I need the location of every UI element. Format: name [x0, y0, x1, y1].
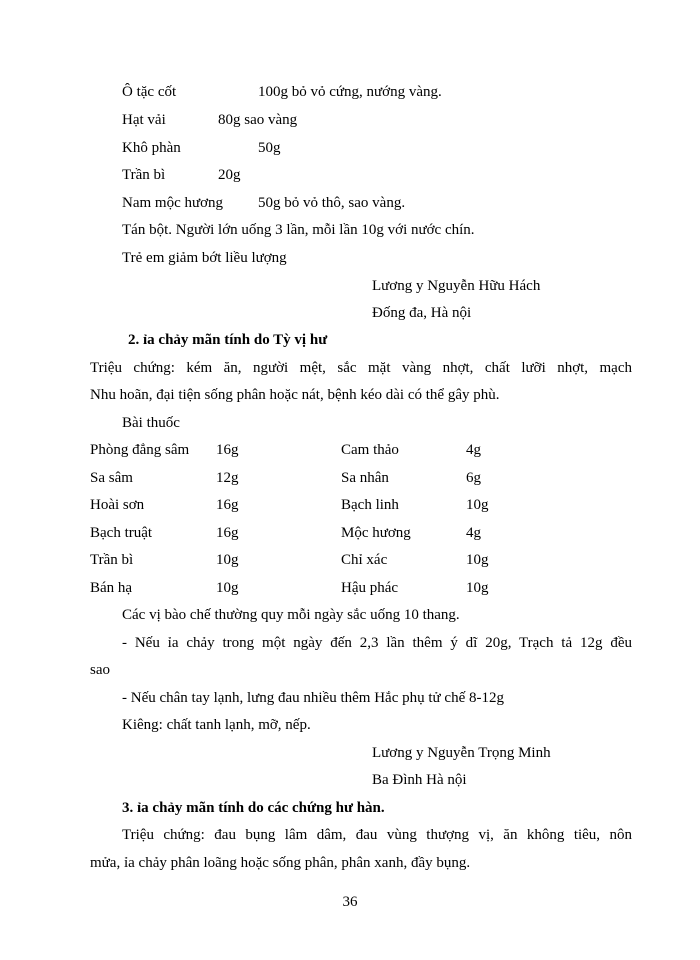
herb-amount: 16g — [216, 525, 239, 541]
author-name: Lương y Nguyễn Hữu Hách — [372, 278, 541, 294]
herb-amount: 16g — [216, 442, 239, 458]
herb-amount: 12g — [216, 470, 239, 486]
herb-name: Bạch linh — [341, 497, 399, 513]
author-place: Đống đa, Hà nội — [372, 305, 472, 321]
child-dosage-text: Trẻ em giảm bớt liều lượng — [122, 250, 287, 266]
herb-amount: 50g bỏ vỏ thô, sao vàng. — [258, 195, 406, 211]
symptom-text: mửa, ỉa chảy phân loãng hoặc sống phân, phân xanh, đầy bụng. — [90, 855, 471, 871]
herb-amount: 10g — [216, 580, 239, 596]
herb-amount: 80g sao vàng — [218, 112, 298, 128]
herb-name: Cam thảo — [341, 442, 399, 458]
herb-name: Chỉ xác — [341, 552, 388, 568]
herb-name: Hậu phác — [341, 580, 399, 596]
author-place: Ba Đình Hà nội — [372, 772, 467, 788]
herb-name: Bán hạ — [90, 580, 133, 596]
herb-name: Sa sâm — [90, 470, 133, 486]
herb-amount: 4g — [466, 525, 481, 541]
herb-name: Khô phàn — [122, 140, 181, 156]
herb-amount: 10g — [466, 580, 489, 596]
herb-amount: 10g — [466, 497, 489, 513]
section-heading: 2. ỉa chảy mãn tính do Tỳ vị hư — [128, 332, 328, 348]
herb-name: Hạt vải — [122, 112, 166, 128]
note-text: - Nếu ỉa chảy trong một ngày đến 2,3 lần thêm ý dĩ 20g, Trạch tả 12g đều — [122, 635, 632, 651]
herb-amount: 6g — [466, 470, 481, 486]
page-number: 36 — [342, 894, 358, 910]
herb-name: Nam mộc hương — [122, 195, 224, 211]
herb-amount: 4g — [466, 442, 481, 458]
symptom-text: Triệu chứng: đau bụng lâm dâm, đau vùng thượng vị, ăn không tiêu, nôn — [122, 827, 632, 843]
herb-name: Phòng đẳng sâm — [90, 442, 190, 458]
herb-name: Hoài sơn — [90, 497, 145, 513]
herb-name: Ô tặc cốt — [122, 84, 177, 100]
usage-text: Tán bột. Người lớn uống 3 lần, mỗi lần 10g với nước chín. — [122, 222, 475, 238]
herb-amount: 100g bỏ vỏ cứng, nướng vàng. — [258, 84, 442, 100]
symptom-text: Triệu chứng: kém ăn, người mệt, sắc mặt vàng nhợt, chất lưỡi nhợt, mạch — [90, 360, 632, 376]
herb-amount: 10g — [216, 552, 239, 568]
herb-name: Sa nhân — [341, 470, 389, 486]
symptom-text: Nhu hoãn, đại tiện sống phân hoặc nát, bệnh kéo dài có thể gây phù. — [90, 387, 500, 403]
section-heading: 3. ỉa chảy mãn tính do các chứng hư hàn. — [122, 800, 385, 816]
herb-amount: 10g — [466, 552, 489, 568]
note-text: sao — [90, 662, 110, 678]
herb-amount: 20g — [218, 167, 241, 183]
herb-name: Mộc hương — [341, 525, 411, 541]
author-name: Lương y Nguyễn Trọng Minh — [372, 745, 551, 761]
recipe-label: Bài thuốc — [122, 415, 180, 431]
herb-amount: 50g — [258, 140, 281, 156]
herb-name: Trần bì — [90, 552, 134, 568]
prep-text: Các vị bào chế thường quy mỗi ngày sắc uống 10 thang. — [122, 607, 460, 623]
herb-name: Trần bì — [122, 167, 166, 183]
herb-name: Bạch truật — [90, 525, 153, 541]
avoid-text: Kiêng: chất tanh lạnh, mỡ, nếp. — [122, 717, 311, 733]
herb-amount: 16g — [216, 497, 239, 513]
note-text: - Nếu chân tay lạnh, lưng đau nhiều thêm Hắc phụ tử chế 8-12g — [122, 690, 504, 706]
